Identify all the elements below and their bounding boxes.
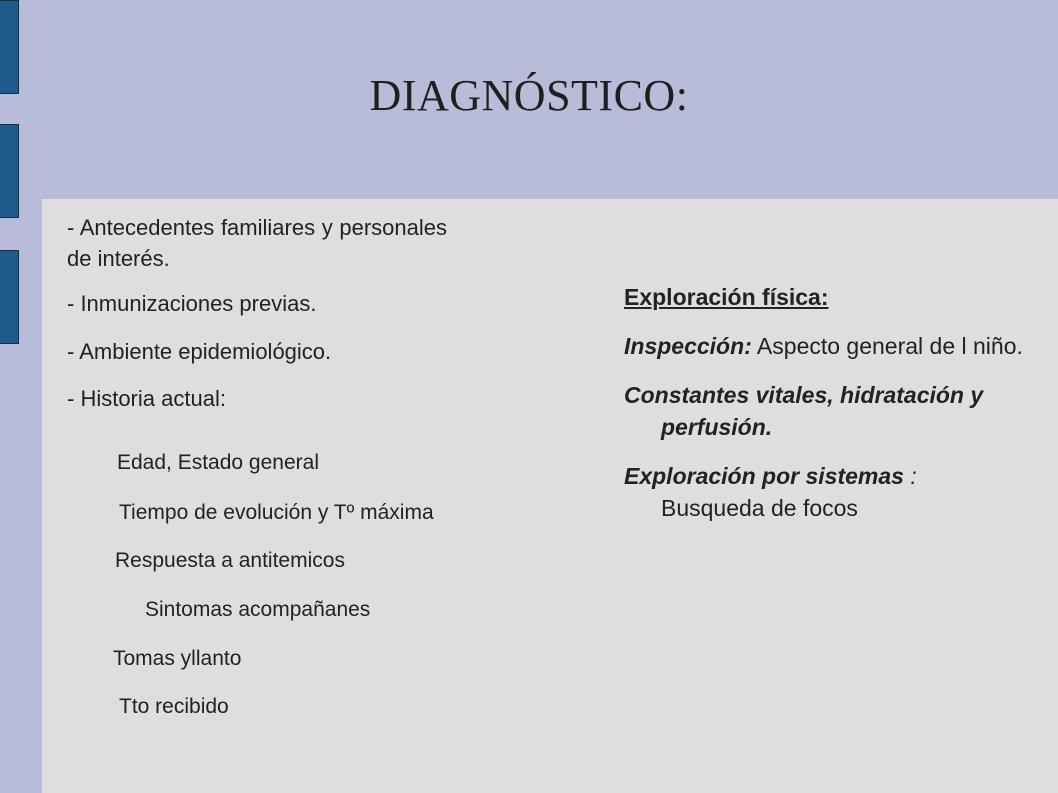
exploracion-text: Busqueda de focos bbox=[661, 495, 858, 521]
sub-item-tiempo: Tiempo de evolución y Tº máxima bbox=[119, 501, 434, 524]
item-inspeccion bbox=[624, 330, 1024, 362]
decorative-tab-3 bbox=[0, 250, 19, 344]
item-inmunizaciones: - Inmunizaciones previas. bbox=[67, 291, 317, 316]
sub-item-edad: Edad, Estado general bbox=[117, 451, 319, 474]
item-constantes: Constantes vitales, hidratación y perfusión. bbox=[624, 382, 984, 440]
item-exploracion-sistemas bbox=[624, 460, 1024, 524]
decorative-tab-2 bbox=[0, 124, 19, 218]
item-antecedentes: - Antecedentes familiares y personales de interés. bbox=[67, 215, 447, 271]
left-column bbox=[67, 212, 447, 433]
right-column bbox=[624, 281, 1024, 541]
exploracion-colon: : bbox=[903, 463, 917, 489]
exploracion-fisica-heading: Exploración física: bbox=[624, 284, 829, 310]
sub-item-sintomas: Sintomas acompañanes bbox=[145, 598, 371, 621]
item-historia: - Historia actual: bbox=[67, 386, 226, 411]
slide-title: DIAGNÓSTICO: bbox=[369, 71, 689, 120]
sub-item-respuesta: Respuesta a antitemicos bbox=[115, 549, 345, 572]
sub-item-tto: Tto recibido bbox=[119, 695, 229, 718]
sub-item-tomas: Tomas yllanto bbox=[113, 647, 242, 670]
inspeccion-text: Aspecto general de l niño. bbox=[751, 333, 1023, 359]
exploracion-label: Exploración por sistemas bbox=[624, 463, 904, 489]
item-ambiente: - Ambiente epidemiológico. bbox=[67, 339, 332, 364]
inspeccion-label: Inspección: bbox=[624, 333, 752, 359]
